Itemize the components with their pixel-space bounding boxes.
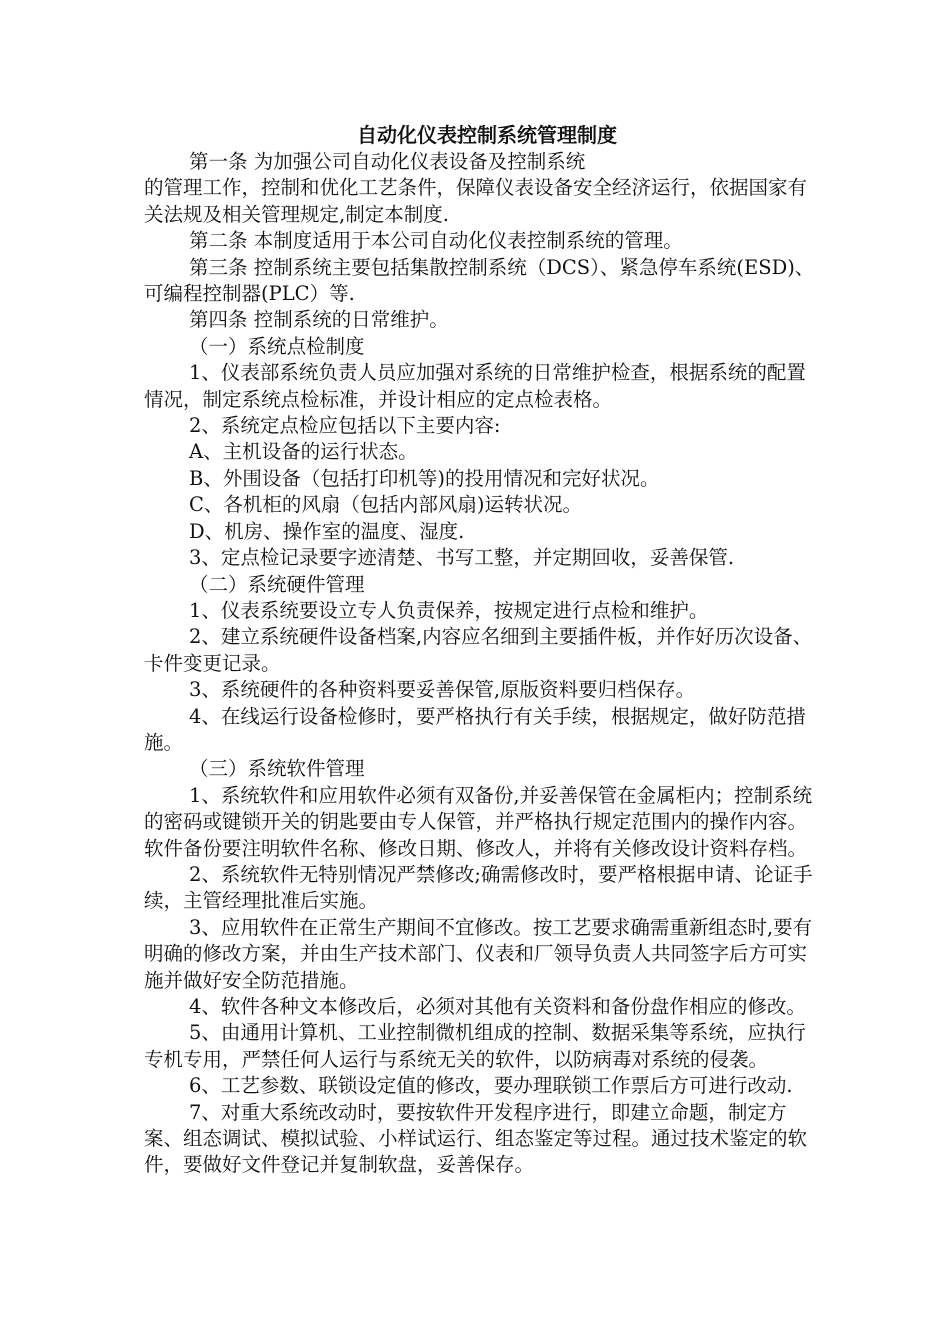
article-4: 第四条 控制系统的日常维护。 [189, 308, 449, 332]
section-3-heading: （三）系统软件管理 [189, 757, 365, 781]
section-3-item-6: 6、工艺参数、联锁设定值的修改，要办理联锁工作票后方可进行改动. [189, 1074, 793, 1098]
section-3-item-1: 1、系统软件和应用软件必须有双备份,并妥善保管在金属柜内；控制系统的密码或键锁开关的钥匙要由专人保管，并严格执行规定范围内的操作内容。软件备份要注明软件名称、修改日期、修改人，并将有关修改设计资料存档。 [144, 783, 813, 860]
section-3-item-7: 7、对重大系统改动时，要按软件开发程序进行，即建立命题，制定方案、组态调试、模拟试验、小样试运行、组态鉴定等过程。通过技术鉴定的软件，要做好文件登记并复制软盘，妥善保存。 [144, 1100, 808, 1177]
section-2-item-4: 4、在线运行设备检修时，要严格执行有关手续，根据规定，做好防范措施。 [144, 704, 806, 754]
article-3: 第三条 控制系统主要包括集散控制系统（DCS）、紧急停车系统(ESD)、可编程控制器(PLC）等. [144, 255, 815, 306]
section-1-heading: （一）系统点检制度 [189, 334, 365, 358]
section-1-item-2: 2、系统定点检应包括以下主要内容: [189, 414, 501, 438]
article-1-heading: 第一条 为加强公司自动化仪表设备及控制系统 [189, 150, 586, 173]
section-1-item-d: D、机房、操作室的温度、湿度. [189, 519, 465, 543]
section-2-item-3: 3、系统硬件的各种资料要妥善保管,原版资料要归档保存。 [189, 678, 696, 702]
section-3-item-2: 2、系统软件无特别情况严禁修改;确需修改时，要严格根据申请、论证手续，主管经理批准后实施。 [144, 862, 813, 913]
section-1-item-a: A、主机设备的运行状态。 [189, 440, 418, 464]
article-2: 第二条 本制度适用于本公司自动化仪表控制系统的管理。 [189, 229, 683, 253]
section-3-item-3: 3、应用软件在正常生产期间不宜修改。按工艺要求确需重新组态时,要有明确的修改方案，并由生产技术部门、仪表和厂领导负责人共同签字后方可实施并做好安全防范措施。 [144, 915, 813, 992]
document-body [144, 122, 824, 1179]
section-3-item-4: 4、软件各种文本修改后，必须对其他有关资料和备份盘作相应的修改。 [189, 995, 806, 1018]
section-1-item-b: B、外围设备（包括打印机等)的投用情况和完好状况。 [189, 466, 660, 490]
section-2-item-2: 2、建立系统硬件设备档案,内容应名细到主要插件板，并作好历次设备、卡件变更记录。 [144, 625, 813, 675]
document-title: 自动化仪表控制系统管理制度 [357, 123, 617, 147]
section-2-item-1: 1、仪表系统要设立专人负责保养，按规定进行点检和维护。 [189, 598, 709, 622]
section-2-heading: （二）系统硬件管理 [189, 572, 365, 596]
section-3-item-5: 5、由通用计算机、工业控制微机组成的控制、数据采集等系统，应执行专机专用，严禁任何人运行与系统无关的软件，以防病毒对系统的侵袭。 [144, 1021, 806, 1071]
section-1-item-1: 1、仪表部系统负责人员应加强对系统的日常维护检查，根据系统的配置情况，制定系统点检标准，并设计相应的定点检表格。 [144, 361, 806, 411]
article-1-body: 的管理工作，控制和优化工艺条件，保障仪表设备安全经济运行，依据国家有关法规及相关管理规定,制定本制度. [144, 176, 808, 226]
section-1-item-3: 3、定点检记录要字迹清楚、书写工整，并定期回收，妥善保管. [189, 546, 735, 570]
section-1-item-c: C、各机柜的风扇（包括内部风扇)运转状况。 [189, 493, 583, 517]
